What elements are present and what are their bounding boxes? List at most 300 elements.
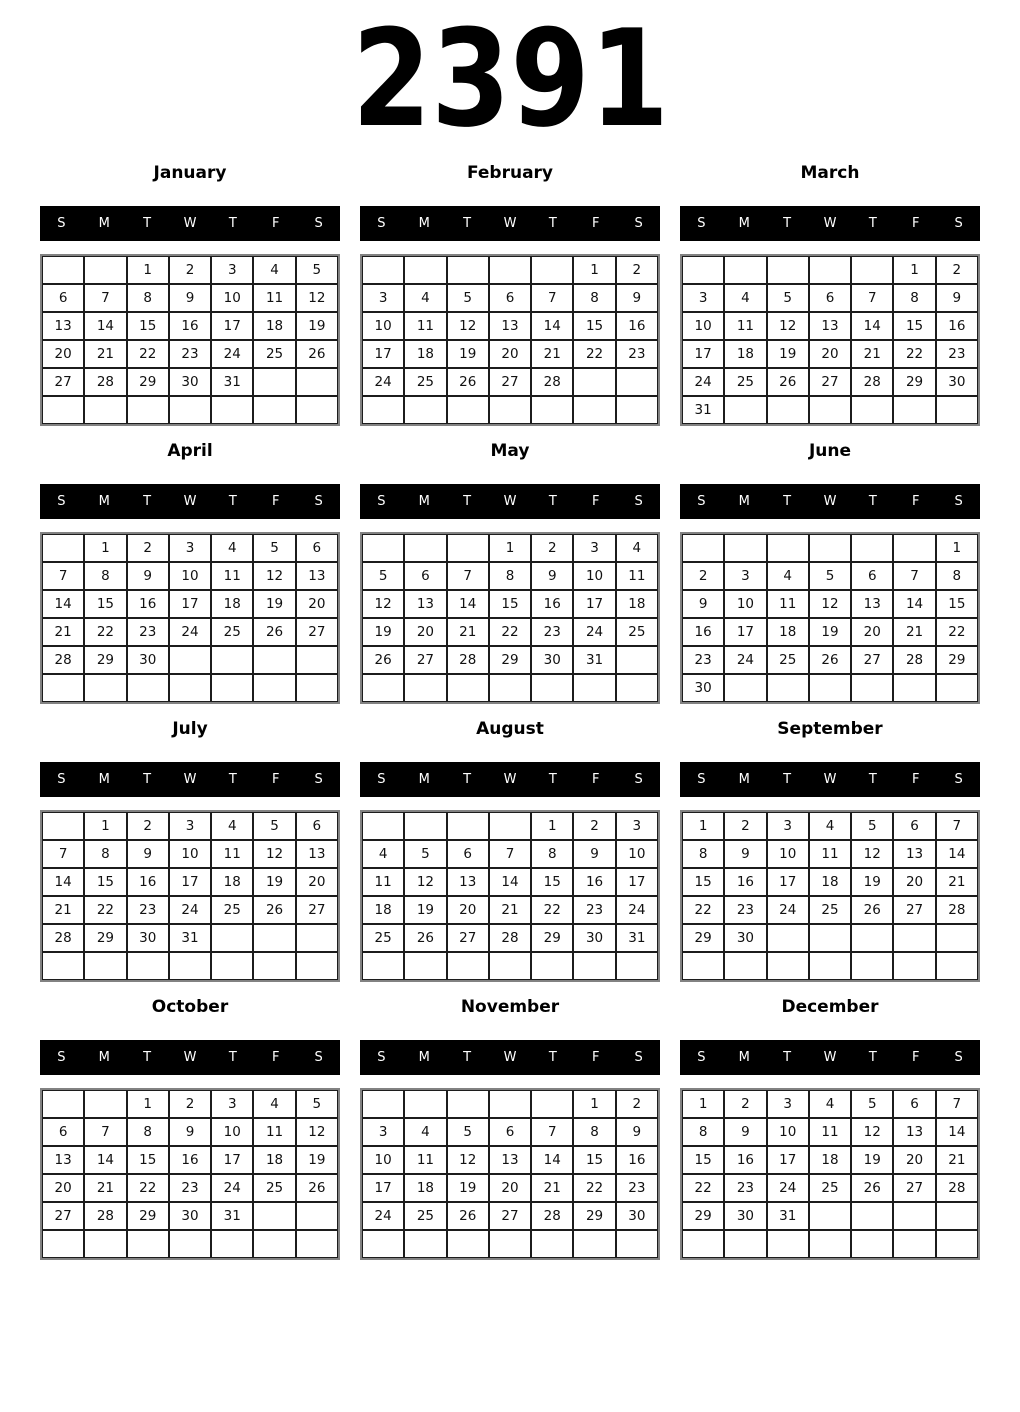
day-cell: 6 [447,840,489,868]
empty-day-cell [404,534,446,562]
day-cell: 5 [253,534,295,562]
empty-day-cell [616,1230,658,1258]
day-cell: 22 [573,1174,615,1202]
month-block-june [680,436,980,714]
day-cell: 9 [616,284,658,312]
day-cell: 16 [127,868,169,896]
day-cell: 23 [127,618,169,646]
day-cell: 9 [531,562,573,590]
empty-day-cell [489,674,531,702]
week-row [682,812,978,840]
week-row [362,924,658,952]
day-cell: 1 [936,534,978,562]
week-row [362,896,658,924]
day-cell: 4 [809,1090,851,1118]
day-cell: 17 [767,1146,809,1174]
day-cell: 27 [42,368,84,396]
day-cell: 23 [682,646,724,674]
day-cell: 24 [682,368,724,396]
day-cell: 19 [447,1174,489,1202]
empty-day-cell [809,256,851,284]
day-cell: 2 [616,256,658,284]
empty-day-cell [851,396,893,424]
day-cell: 17 [362,1174,404,1202]
day-cell: 31 [767,1202,809,1230]
day-cell: 7 [489,840,531,868]
empty-day-cell [724,256,766,284]
day-cell: 12 [851,840,893,868]
day-cell: 7 [936,812,978,840]
day-of-week-cell: W [823,494,837,509]
day-cell: 8 [682,1118,724,1146]
month-title: July [172,719,208,739]
empty-day-cell [447,396,489,424]
empty-day-cell [447,812,489,840]
day-cell: 6 [489,284,531,312]
day-cell: 12 [767,312,809,340]
day-cell: 6 [296,812,338,840]
empty-day-cell [296,924,338,952]
day-of-week-cell: M [98,494,110,509]
day-cell: 14 [851,312,893,340]
day-cell: 29 [682,924,724,952]
day-cell: 23 [616,1174,658,1202]
day-cell: 26 [253,618,295,646]
empty-day-cell [127,1230,169,1258]
month-grid-table [360,254,660,426]
week-row [42,368,338,396]
day-cell: 26 [447,368,489,396]
day-cell: 23 [724,896,766,924]
empty-day-cell [253,1230,295,1258]
day-of-week-cell: T [783,1050,792,1065]
empty-day-cell [893,396,935,424]
day-cell: 14 [42,868,84,896]
day-cell: 12 [404,868,446,896]
week-row [42,284,338,312]
day-cell: 25 [809,896,851,924]
day-of-week-cell: T [143,772,152,787]
empty-day-cell [447,534,489,562]
week-row [682,562,978,590]
day-cell: 23 [616,340,658,368]
empty-day-cell [253,924,295,952]
month-grid-table [360,810,660,982]
day-cell: 28 [893,646,935,674]
week-row [682,896,978,924]
day-cell: 25 [404,1202,446,1230]
day-cell: 1 [573,256,615,284]
day-cell: 10 [362,312,404,340]
day-cell: 1 [84,534,126,562]
day-of-week-cell: F [911,494,920,509]
empty-day-cell [616,952,658,980]
day-cell: 9 [724,1118,766,1146]
month-block-december [680,992,980,1270]
day-cell: 29 [489,646,531,674]
empty-day-cell [404,1230,446,1258]
day-cell: 7 [84,284,126,312]
empty-day-cell [767,674,809,702]
day-cell: 20 [296,868,338,896]
empty-day-cell [127,396,169,424]
week-row [42,868,338,896]
empty-day-cell [531,1090,573,1118]
empty-day-cell [809,952,851,980]
month-title: September [777,719,883,739]
day-of-week-cell: T [143,494,152,509]
day-cell: 5 [809,562,851,590]
day-cell: 29 [127,1202,169,1230]
day-of-week-cell: T [783,772,792,787]
empty-day-cell [169,674,211,702]
day-cell: 23 [724,1174,766,1202]
day-cell: 19 [253,590,295,618]
day-cell: 23 [573,896,615,924]
day-cell: 4 [404,284,446,312]
day-cell: 24 [362,1202,404,1230]
day-cell: 25 [253,340,295,368]
day-of-week-cell: W [823,1050,837,1065]
day-cell: 28 [936,896,978,924]
empty-day-cell [489,1230,531,1258]
day-cell: 28 [531,368,573,396]
empty-day-cell [489,952,531,980]
day-of-week-cell: S [697,1050,706,1065]
day-cell: 4 [809,812,851,840]
day-cell: 26 [253,896,295,924]
day-cell: 21 [84,1174,126,1202]
day-cell: 25 [809,1174,851,1202]
day-cell: 24 [211,340,253,368]
empty-day-cell [447,256,489,284]
day-cell: 10 [616,840,658,868]
day-cell: 11 [809,1118,851,1146]
day-cell: 12 [253,840,295,868]
empty-day-cell [767,1230,809,1258]
week-row [362,840,658,868]
day-cell: 3 [724,562,766,590]
empty-day-cell [42,396,84,424]
day-cell: 15 [682,1146,724,1174]
day-cell: 20 [851,618,893,646]
week-row [362,868,658,896]
day-cell: 6 [404,562,446,590]
day-cell: 3 [211,1090,253,1118]
month-grid-table [40,810,340,982]
day-cell: 25 [616,618,658,646]
day-cell: 19 [851,1146,893,1174]
day-of-week-cell: S [57,494,66,509]
day-cell: 21 [447,618,489,646]
day-cell: 8 [489,562,531,590]
day-cell: 20 [296,590,338,618]
day-cell: 28 [84,368,126,396]
day-of-week-header-bar [40,762,340,797]
day-cell: 18 [809,868,851,896]
day-cell: 17 [362,340,404,368]
day-of-week-cell: F [591,772,600,787]
day-of-week-cell: S [377,772,386,787]
day-cell: 20 [893,868,935,896]
day-cell: 21 [893,618,935,646]
day-cell: 8 [573,1118,615,1146]
empty-day-cell [42,952,84,980]
day-cell: 27 [893,1174,935,1202]
day-of-week-cell: T [463,216,472,231]
day-cell: 20 [42,340,84,368]
day-cell: 13 [809,312,851,340]
empty-day-cell [296,396,338,424]
day-of-week-cell: M [738,216,750,231]
day-cell: 26 [851,896,893,924]
day-of-week-cell: M [738,772,750,787]
day-cell: 8 [531,840,573,868]
day-cell: 4 [211,812,253,840]
week-row [42,256,338,284]
empty-day-cell [84,256,126,284]
empty-day-cell [42,1230,84,1258]
day-of-week-cell: M [418,1050,430,1065]
day-of-week-header-bar [40,1040,340,1075]
empty-day-cell [84,1230,126,1258]
day-cell: 30 [169,368,211,396]
day-cell: 24 [573,618,615,646]
day-cell: 21 [851,340,893,368]
day-of-week-header-bar [680,206,980,241]
day-cell: 29 [127,368,169,396]
day-cell: 28 [531,1202,573,1230]
day-of-week-cell: S [697,772,706,787]
week-row [682,646,978,674]
day-cell: 16 [616,1146,658,1174]
day-cell: 12 [296,284,338,312]
week-row [362,312,658,340]
month-grid-table [680,810,980,982]
day-cell: 17 [211,312,253,340]
day-of-week-cell: T [228,1050,237,1065]
day-cell: 12 [809,590,851,618]
month-title: June [808,441,852,461]
day-cell: 14 [489,868,531,896]
day-cell: 22 [84,896,126,924]
week-row [682,1202,978,1230]
day-cell: 5 [404,840,446,868]
empty-day-cell [404,812,446,840]
day-of-week-cell: S [314,216,323,231]
day-cell: 14 [42,590,84,618]
day-cell: 13 [851,590,893,618]
day-of-week-cell: T [548,494,557,509]
day-cell: 12 [253,562,295,590]
day-cell: 15 [893,312,935,340]
month-grid-table [680,532,980,704]
week-row [362,368,658,396]
month-title: December [781,997,879,1017]
month-grid-body [362,1090,658,1258]
day-cell: 2 [127,812,169,840]
empty-day-cell [573,952,615,980]
day-of-week-cell: M [738,494,750,509]
day-cell: 1 [84,812,126,840]
empty-day-cell [767,952,809,980]
day-of-week-cell: T [143,216,152,231]
week-row [362,590,658,618]
week-row [42,396,338,424]
day-cell: 4 [767,562,809,590]
day-cell: 14 [84,312,126,340]
empty-day-cell [724,396,766,424]
empty-day-cell [724,1230,766,1258]
day-cell: 18 [211,590,253,618]
week-row [362,646,658,674]
day-cell: 7 [851,284,893,312]
day-of-week-cell: W [503,494,517,509]
week-row [42,340,338,368]
day-cell: 28 [936,1174,978,1202]
week-row [682,674,978,702]
day-cell: 23 [531,618,573,646]
day-cell: 19 [296,312,338,340]
day-cell: 10 [211,284,253,312]
day-cell: 26 [767,368,809,396]
empty-day-cell [936,674,978,702]
day-cell: 25 [253,1174,295,1202]
day-cell: 31 [616,924,658,952]
day-cell: 17 [573,590,615,618]
day-cell: 8 [84,562,126,590]
day-cell: 27 [893,896,935,924]
empty-day-cell [404,952,446,980]
day-of-week-cell: T [228,216,237,231]
day-cell: 22 [893,340,935,368]
empty-day-cell [851,924,893,952]
day-cell: 14 [531,1146,573,1174]
week-row [42,1090,338,1118]
day-of-week-header-bar [360,484,660,519]
year-title [0,0,1020,158]
week-row [362,812,658,840]
month-grid-table [680,1088,980,1260]
day-cell: 3 [682,284,724,312]
empty-day-cell [616,674,658,702]
day-cell: 3 [169,534,211,562]
month-title: May [490,441,530,461]
day-cell: 31 [211,368,253,396]
day-cell: 8 [127,1118,169,1146]
day-cell: 21 [936,868,978,896]
day-cell: 3 [767,812,809,840]
empty-day-cell [84,674,126,702]
day-cell: 20 [809,340,851,368]
day-cell: 19 [296,1146,338,1174]
day-cell: 1 [127,1090,169,1118]
day-cell: 26 [362,646,404,674]
week-row [362,1146,658,1174]
day-of-week-cell: F [591,1050,600,1065]
day-cell: 3 [573,534,615,562]
month-block-january [40,158,340,436]
day-cell: 10 [211,1118,253,1146]
week-row [362,1230,658,1258]
day-cell: 13 [893,840,935,868]
empty-day-cell [809,1230,851,1258]
day-cell: 11 [404,1146,446,1174]
month-grid-body [362,534,658,702]
empty-day-cell [573,674,615,702]
month-block-august [360,714,660,992]
empty-day-cell [767,924,809,952]
day-cell: 22 [682,896,724,924]
empty-day-cell [296,646,338,674]
day-of-week-cell: M [418,494,430,509]
month-grid-table [40,532,340,704]
day-cell: 6 [893,1090,935,1118]
empty-day-cell [936,924,978,952]
empty-day-cell [362,674,404,702]
day-cell: 1 [893,256,935,284]
day-cell: 20 [42,1174,84,1202]
day-cell: 5 [447,284,489,312]
day-cell: 7 [447,562,489,590]
month-block-april [40,436,340,714]
day-cell: 18 [616,590,658,618]
day-cell: 7 [531,284,573,312]
day-cell: 9 [169,1118,211,1146]
day-cell: 15 [531,868,573,896]
empty-day-cell [404,256,446,284]
day-cell: 30 [127,924,169,952]
week-row [362,534,658,562]
day-cell: 29 [84,646,126,674]
day-cell: 20 [893,1146,935,1174]
month-grid-table [680,254,980,426]
day-cell: 16 [531,590,573,618]
day-cell: 14 [84,1146,126,1174]
day-cell: 27 [404,646,446,674]
month-title: October [151,997,229,1017]
empty-day-cell [531,952,573,980]
year-title-text: 2391 [351,1,669,157]
empty-day-cell [362,952,404,980]
week-row [42,1174,338,1202]
day-cell: 31 [573,646,615,674]
day-cell: 26 [447,1202,489,1230]
empty-day-cell [84,952,126,980]
day-cell: 15 [127,312,169,340]
week-row [42,1230,338,1258]
day-of-week-cell: S [377,216,386,231]
day-cell: 20 [489,340,531,368]
day-cell: 13 [296,840,338,868]
day-cell: 29 [682,1202,724,1230]
day-of-week-cell: S [634,772,643,787]
day-cell: 29 [893,368,935,396]
empty-day-cell [809,396,851,424]
day-of-week-header-bar [360,762,660,797]
day-cell: 6 [489,1118,531,1146]
day-cell: 5 [767,284,809,312]
empty-day-cell [893,924,935,952]
day-cell: 11 [253,284,295,312]
day-of-week-cell: T [548,772,557,787]
day-of-week-cell: W [503,1050,517,1065]
empty-day-cell [84,1090,126,1118]
day-cell: 30 [682,674,724,702]
day-cell: 10 [724,590,766,618]
day-cell: 2 [724,1090,766,1118]
day-cell: 30 [531,646,573,674]
